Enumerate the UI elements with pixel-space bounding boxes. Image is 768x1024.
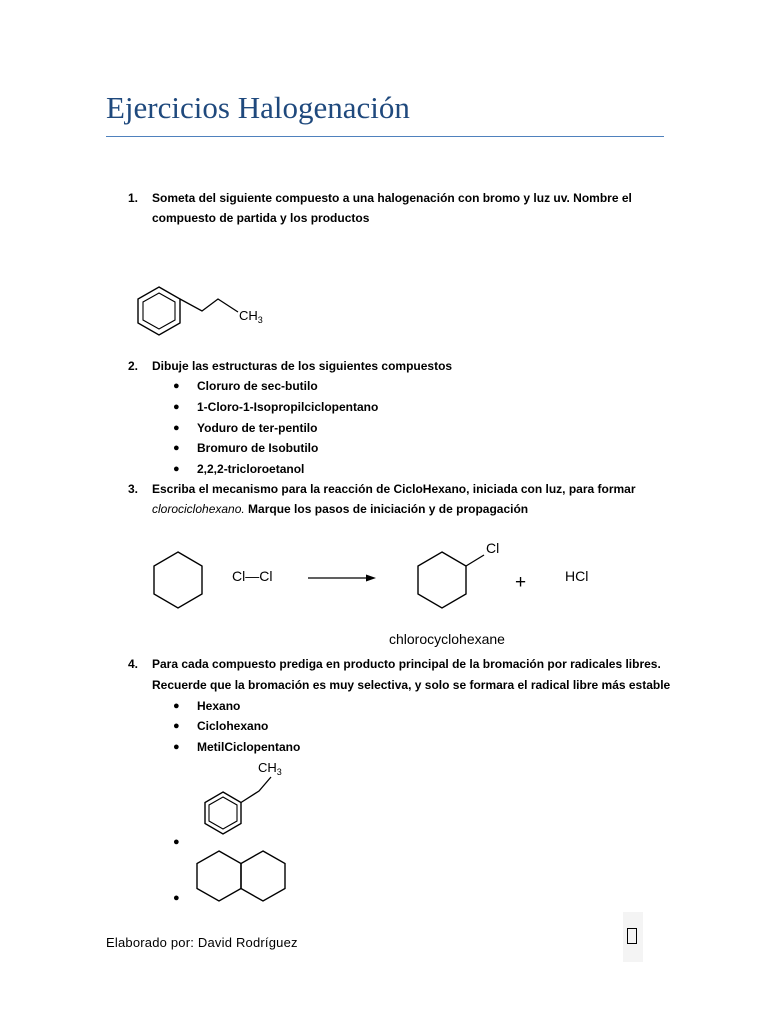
- q3-text-line2-rest: Marque los pasos de iniciación y de propagación: [244, 502, 529, 516]
- plus-sign: +: [515, 572, 527, 593]
- bullet-glyph: ●: [173, 463, 180, 475]
- product-name-label: chlorocyclohexane: [389, 631, 505, 647]
- ethylbenzene-structure: [195, 758, 305, 840]
- bullet-glyph: ●: [173, 442, 180, 454]
- q4-text-line2: Recuerde que la bromación es muy selectiva, y solo se formara el radical libre más estable: [152, 678, 671, 692]
- q1-text-line1: Someta del siguiente compuesto a una halogenación con bromo y luz uv. Nombre el: [152, 191, 632, 205]
- q4-item: Hexano: [197, 699, 241, 713]
- decalin-structure: [193, 846, 293, 906]
- page-title: Ejercicios Halogenación: [106, 90, 410, 125]
- q3-text-line1: Escriba el mecanismo para la reacción de CicloHexano, iniciada con luz, para formar: [152, 482, 636, 496]
- chlorination-reaction-scheme: [140, 535, 610, 655]
- q2-item: Yoduro de ter-pentilo: [197, 421, 318, 435]
- bullet-glyph: ●: [173, 892, 180, 904]
- q3-text-line2: [152, 502, 528, 516]
- q4-item: Ciclohexano: [197, 719, 269, 733]
- q2-item: Bromuro de Isobutilo: [197, 441, 319, 455]
- chlorocyclohexane-structure: [418, 552, 466, 608]
- q4-item: MetilCiclopentano: [197, 740, 301, 754]
- propylbenzene-structure: [125, 280, 275, 342]
- cyclohexane-structure: [154, 552, 202, 608]
- q2-item: 1-Cloro-1-Isopropilciclopentano: [197, 400, 379, 414]
- q2-item: Cloruro de sec-butilo: [197, 379, 318, 393]
- q4-ch3-label: $CH_3$: [258, 760, 282, 777]
- q4-number: 4.: [128, 657, 139, 671]
- bullet-glyph: ●: [173, 700, 180, 712]
- missing-glyph-icon: [627, 928, 637, 944]
- hcl-label: HCl: [565, 568, 589, 584]
- bullet-glyph: ●: [173, 720, 180, 732]
- q4-text-line1: Para cada compuesto prediga en producto principal de la bromación por radicales libres.: [152, 657, 661, 671]
- q1-text-line2: compuesto de partida y los productos: [152, 211, 370, 225]
- cl2-reagent-label: Cl—Cl: [232, 568, 273, 584]
- bullet-glyph: ●: [173, 380, 180, 392]
- product-cl-label: Cl: [486, 540, 500, 556]
- bullet-glyph: ●: [173, 401, 180, 413]
- q2-text: Dibuje las estructuras de los siguientes compuestos: [152, 359, 453, 373]
- q3-number: 3.: [128, 482, 139, 496]
- q1-number: 1.: [128, 191, 139, 205]
- bullet-glyph: ●: [173, 422, 180, 434]
- q2-item: 2,2,2-tricloroetanol: [197, 462, 305, 476]
- q1-ch3-label: $CH_3$: [239, 308, 263, 325]
- q3-italic-term: clorociclohexano.: [152, 502, 245, 516]
- bullet-glyph: ●: [173, 836, 180, 848]
- bullet-glyph: ●: [173, 741, 180, 753]
- reaction-arrowhead: [366, 575, 376, 582]
- title-underline: [106, 136, 664, 137]
- q2-number: 2.: [128, 359, 139, 373]
- footer-author: Elaborado por: David Rodríguez: [106, 935, 298, 950]
